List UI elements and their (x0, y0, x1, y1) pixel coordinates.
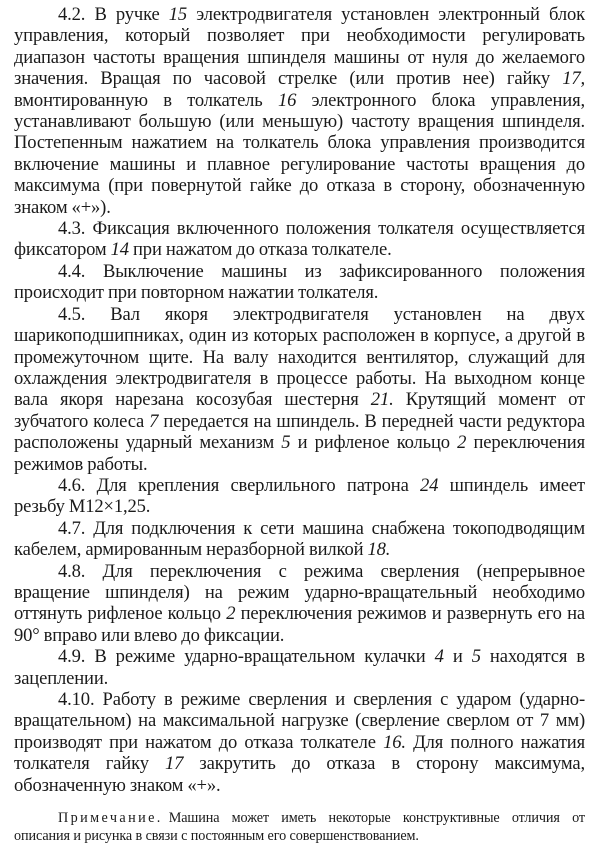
italic-reference: 5 (281, 432, 291, 454)
paragraph-text: переключения режимов работы. (14, 432, 585, 475)
paragraph-4-7 (14, 518, 585, 561)
paragraph-text: и (443, 646, 472, 668)
paragraph-text: 4.8. Для переключения с режима сверления (непрерывное вращение шпинделя) на режим ударно-вращательный необходимо оттянуть рифленое кольцо (14, 560, 585, 625)
paragraph-text: 4.4. Выключение машины из зафиксированного положения происходит при повторном нажатии толкателя. (14, 260, 585, 304)
paragraph-text: находятся в зацеплении. (14, 646, 585, 689)
paragraph-text: закрутить до отказа в сторону максимума, обозначенную знаком «+». (14, 753, 585, 796)
paragraph-text: передается на шпиндель. В передней части редуктора расположены ударный механизм (14, 410, 585, 454)
paragraph-text: Для полного нажатия толкателя гайку (14, 731, 585, 775)
italic-reference: 16. (383, 731, 406, 753)
italic-reference: 14 (110, 239, 129, 261)
paragraph-4-5 (14, 304, 585, 475)
paragraph-4-4 (14, 261, 585, 304)
footnote-text: Машина может иметь некоторые конструктивные отличия от описания и рисунка в связи с постоянным его совершенствованием. (14, 810, 585, 844)
paragraph-text: электродвигателя установлен электронный блок управления, который позволяет при необходимости регулировать диапазон частоты вращения шпинделя машины от нуля до желаемого значения. Вращая по часовой стрелке (или против нее) гайку (14, 4, 585, 90)
italic-reference: 16 (277, 89, 297, 111)
paragraph-4-9 (14, 646, 585, 689)
italic-reference: 24 (420, 474, 439, 496)
paragraph-text: 4.6. Для крепления сверлильного патрона (58, 474, 421, 496)
paragraph-list (14, 4, 585, 796)
paragraph-text: 4.3. Фиксация включенного положения толкателя осуществляется фиксатором (14, 218, 585, 261)
paragraph-text: Крутящий момент от зубчатого колеса (14, 389, 586, 432)
footnote (14, 810, 585, 845)
paragraph-text: шпиндель имеет резьбу М12×1,25. (14, 474, 585, 518)
paragraph-4-6 (14, 475, 585, 518)
paragraph-text: 4.10. Работу в режиме сверления и сверления с ударом (ударно-вращательном) на максимальной нагрузке (сверление сверлом от 7 мм) производят при нажатом до отказа толкателе (14, 689, 585, 753)
paragraph-text: 4.5. Вал якоря электродвигателя установлен на двух шарикоподшипниках, один из которых расположен в корпусе, а другой в промежуточном щите. На валу находится вентилятор, служащий для охлаждения электродвигателя в процессе работы. На выходном конце вала якоря нарезана косозубая шестерня (14, 303, 585, 411)
italic-reference: 7 (149, 410, 159, 432)
paragraph-4-8 (14, 561, 585, 647)
paragraph-text: 4.9. В режиме ударно-вращательном кулачки (58, 646, 435, 668)
paragraph-text: при нажатом до отказа толкателе. (128, 239, 392, 261)
italic-reference: 5 (471, 646, 481, 668)
paragraph-text: и рифленое кольцо (290, 432, 458, 454)
paragraph-text: 4.2. В ручке (58, 4, 169, 25)
paragraph-4-10 (14, 689, 585, 796)
paragraph-4-2 (14, 4, 585, 218)
italic-reference: 4 (434, 646, 444, 668)
italic-reference: 2 (226, 603, 236, 625)
paragraph-text: электронного блока управления, устанавливают большую (или меньшую) частоту вращения шпинделя. Постепенным нажатием на толкатель блока управления производится включение машины и плавное регулирование частоты вращения до максимума (при повернутой гайке до отказа в сторону, обозначенную знаком «+»). (14, 89, 585, 218)
italic-reference: 17, (562, 68, 585, 90)
paragraph-text: 4.7. Для подключения к сети машина снабжена токоподводящим кабелем, армированным неразборной вилкой (14, 517, 585, 561)
document-page (14, 4, 585, 845)
italic-reference: 15 (168, 4, 188, 25)
italic-reference: 17 (164, 753, 184, 775)
paragraph-text: вмонтированную в толкатель (14, 89, 278, 111)
paragraph-4-3 (14, 218, 585, 261)
italic-reference: 18. (367, 539, 391, 561)
footnote-label: Примечание. (58, 810, 163, 827)
italic-reference: 2 (457, 432, 467, 454)
paragraph-text: переключения режимов и развернуть его на 90° вправо или влево до фиксации. (14, 603, 585, 646)
italic-reference: 21. (370, 389, 394, 411)
